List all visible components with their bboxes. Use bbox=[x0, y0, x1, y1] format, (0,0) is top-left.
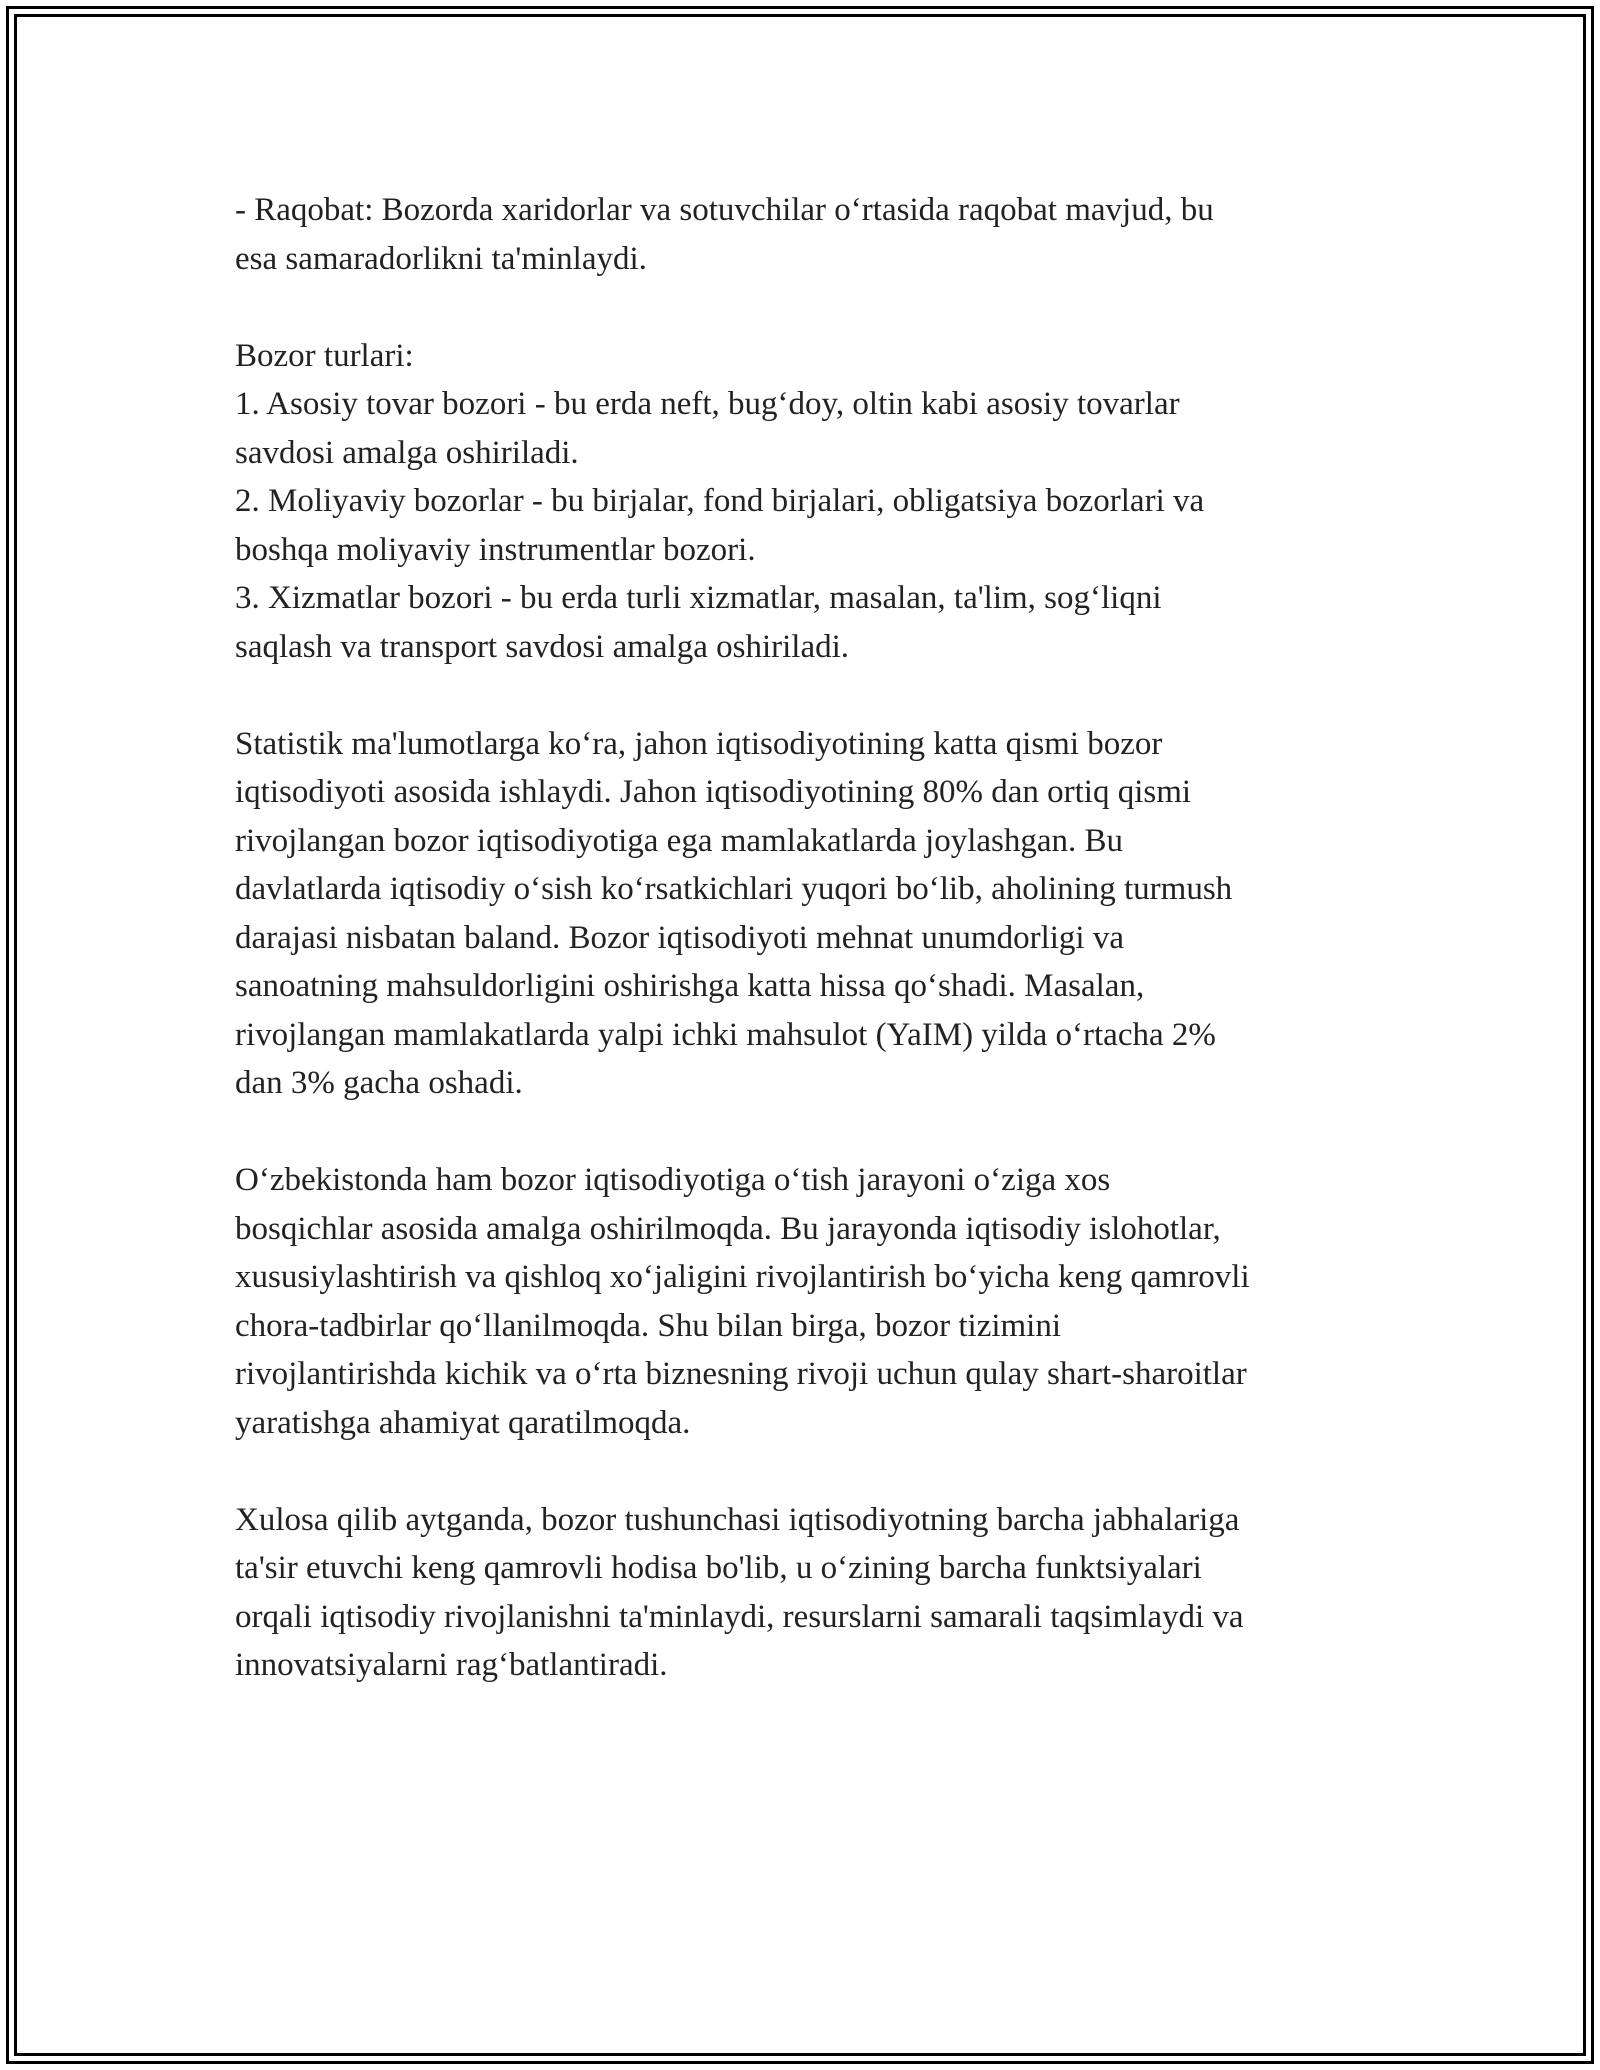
text-line: boshqa moliyaviy instrumentlar bozori. bbox=[235, 531, 756, 568]
list-item: 2. Moliyaviy bozorlar - bu birjalar, fond birjalari, obligatsiya bozorlari va bbox=[235, 483, 1205, 519]
text-line: rivojlantirishda kichik va o‘rta biznesning rivoji uchun qulay shart-sharoitlar bbox=[235, 1356, 1247, 1392]
paragraph-statistics bbox=[235, 720, 1375, 1108]
list-item: 3. Xizmatlar bozori - bu erda turli xizmatlar, masalan, ta'lim, sog‘liqni bbox=[235, 580, 1162, 616]
text-line: darajasi nisbatan baland. Bozor iqtisodiyoti mehnat unumdorligi va bbox=[235, 919, 1124, 956]
text-line: chora-tadbirlar qo‘llanilmoqda. Shu bilan birga, bozor tizimini bbox=[235, 1307, 1062, 1344]
text-line: savdosi amalga oshiriladi. bbox=[235, 434, 579, 471]
text-line: sanoatning mahsuldorligini oshirishga katta hissa qo‘shadi. Masalan, bbox=[235, 968, 1145, 1004]
text-line: Statistik ma'lumotlarga ko‘ra, jahon iqtisodiyotining katta qismi bozor bbox=[235, 725, 1163, 762]
text-line: orqali iqtisodiy rivojlanishni ta'minlaydi, resurslarni samarali taqsimlaydi va bbox=[235, 1598, 1244, 1635]
paragraph-uzbekistan bbox=[235, 1156, 1375, 1447]
text-line: saqlash va transport savdosi amalga oshiriladi. bbox=[235, 628, 850, 665]
paragraph-conclusion bbox=[235, 1496, 1375, 1690]
section-heading: Bozor turlari: bbox=[235, 337, 414, 374]
text-line: O‘zbekistonda ham bozor iqtisodiyotiga o‘tish jarayoni o‘ziga xos bbox=[235, 1162, 1111, 1198]
paragraph-competition bbox=[235, 186, 1375, 283]
text-line: yaratishga ahamiyat qaratilmoqda. bbox=[235, 1404, 691, 1441]
text-line: rivojlangan mamlakatlarda yalpi ichki mahsulot (YaIM) yilda o‘rtacha 2% bbox=[235, 1016, 1216, 1053]
text-line: bosqichlar asosida amalga oshirilmoqda. Bu jarayonda iqtisodiy islohotlar, bbox=[235, 1210, 1221, 1247]
list-item: 1. Asosiy tovar bozori - bu erda neft, bug‘doy, oltin kabi asosiy tovarlar bbox=[235, 386, 1180, 422]
text-line: Xulosa qilib aytganda, bozor tushunchasi iqtisodiyotning barcha jabhalariga bbox=[235, 1501, 1240, 1538]
text-line: dan 3% gacha oshadi. bbox=[235, 1065, 523, 1101]
text-line: davlatlarda iqtisodiy o‘sish ko‘rsatkichlari yuqori bo‘lib, aholining turmush bbox=[235, 871, 1233, 907]
text-line: ta'sir etuvchi keng qamrovli hodisa bo'lib, u o‘zining barcha funktsiyalari bbox=[235, 1550, 1202, 1586]
text-line: esa samaradorlikni ta'minlaydi. bbox=[235, 240, 647, 277]
text-line: innovatsiyalarni rag‘batlantiradi. bbox=[235, 1647, 668, 1683]
document-body bbox=[235, 186, 1375, 1690]
text-line: xususiylashtirish va qishloq xo‘jaligini rivojlantirish bo‘yicha keng qamrovli bbox=[235, 1259, 1250, 1295]
text-line: iqtisodiyoti asosida ishlaydi. Jahon iqtisodiyotining 80% dan ortiq qismi bbox=[235, 774, 1192, 810]
text-line: - Raqobat: Bozorda xaridorlar va sotuvchilar o‘rtasida raqobat mavjud, bu bbox=[235, 192, 1214, 228]
text-line: rivojlangan bozor iqtisodiyotiga ega mamlakatlarda joylashgan. Bu bbox=[235, 822, 1124, 859]
paragraph-market-types bbox=[235, 332, 1375, 672]
